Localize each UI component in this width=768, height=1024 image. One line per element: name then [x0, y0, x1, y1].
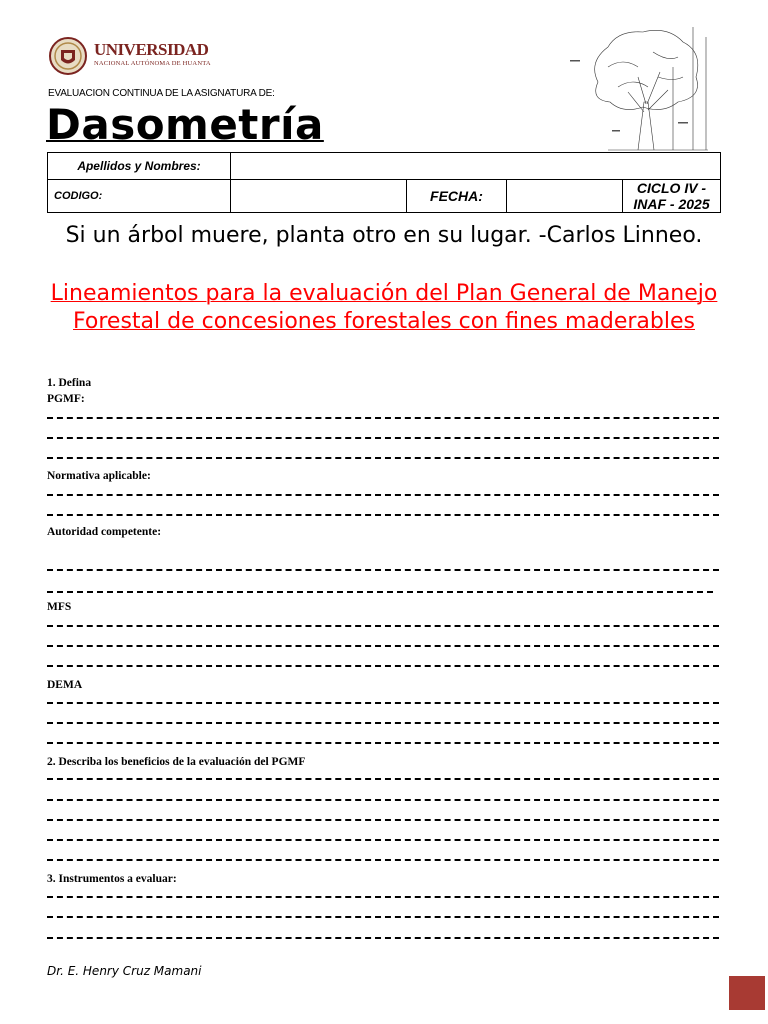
normativa-label: Normativa aplicable: — [47, 470, 151, 482]
answer-line[interactable] — [47, 896, 719, 899]
question-1-label: 1. Defina — [47, 377, 92, 389]
university-subtitle: NACIONAL AUTÓNOMA DE HUANTA — [94, 60, 211, 67]
answer-line[interactable] — [47, 569, 719, 572]
answer-line[interactable] — [47, 591, 713, 594]
names-field[interactable] — [231, 153, 721, 180]
answer-line[interactable] — [47, 819, 719, 822]
university-name: UNIVERSIDAD — [94, 40, 209, 59]
date-label: FECHA: — [407, 180, 507, 213]
answer-line[interactable] — [47, 859, 719, 862]
question-3-label: 3. Instrumentos a evaluar: — [47, 873, 177, 885]
answer-line[interactable] — [47, 625, 719, 628]
answer-line[interactable] — [47, 437, 719, 440]
answer-line[interactable] — [47, 514, 719, 517]
answer-line[interactable] — [47, 799, 719, 802]
answer-line[interactable] — [47, 494, 719, 497]
code-label: CODIGO: — [48, 180, 231, 213]
pgmf-label: PGMF: — [47, 393, 85, 405]
code-field[interactable] — [231, 180, 407, 213]
answer-line[interactable] — [47, 916, 719, 919]
answer-line[interactable] — [47, 645, 719, 648]
answer-line[interactable] — [47, 417, 719, 420]
corner-decoration — [729, 976, 765, 1010]
date-field[interactable] — [507, 180, 623, 213]
answer-line[interactable] — [47, 702, 719, 705]
question-2-label: 2. Describa los beneficios de la evaluación del PGMF — [47, 756, 306, 768]
answer-line[interactable] — [47, 722, 719, 725]
tree-diagram-icon — [568, 22, 720, 152]
document-subtitle: Lineamientos para la evaluación del Plan General de Manejo Forestal de concesiones forestales con fines maderables — [50, 281, 718, 334]
dema-label: DEMA — [47, 679, 83, 691]
cycle-label: CICLO IV - INAF - 2025 — [623, 180, 721, 213]
autoridad-label: Autoridad competente: — [47, 526, 162, 538]
mfs-label: MFS — [47, 601, 72, 613]
answer-line[interactable] — [47, 839, 719, 842]
answer-line[interactable] — [47, 742, 719, 745]
student-info-table — [47, 152, 721, 213]
course-title: Dasometría — [46, 100, 324, 149]
answer-line[interactable] — [47, 778, 719, 781]
answer-line[interactable] — [47, 665, 719, 668]
university-seal-icon — [48, 36, 88, 76]
names-label: Apellidos y Nombres: — [48, 153, 231, 180]
evaluation-label: EVALUACION CONTINUA DE LA ASIGNATURA DE: — [48, 88, 275, 99]
answer-line[interactable] — [47, 457, 719, 460]
quote-text: Si un árbol muere, planta otro en su lugar. -Carlos Linneo. — [65, 223, 703, 248]
answer-line[interactable] — [47, 937, 719, 940]
university-logo — [48, 36, 228, 78]
author-footer: Dr. E. Henry Cruz Mamani — [47, 964, 202, 978]
